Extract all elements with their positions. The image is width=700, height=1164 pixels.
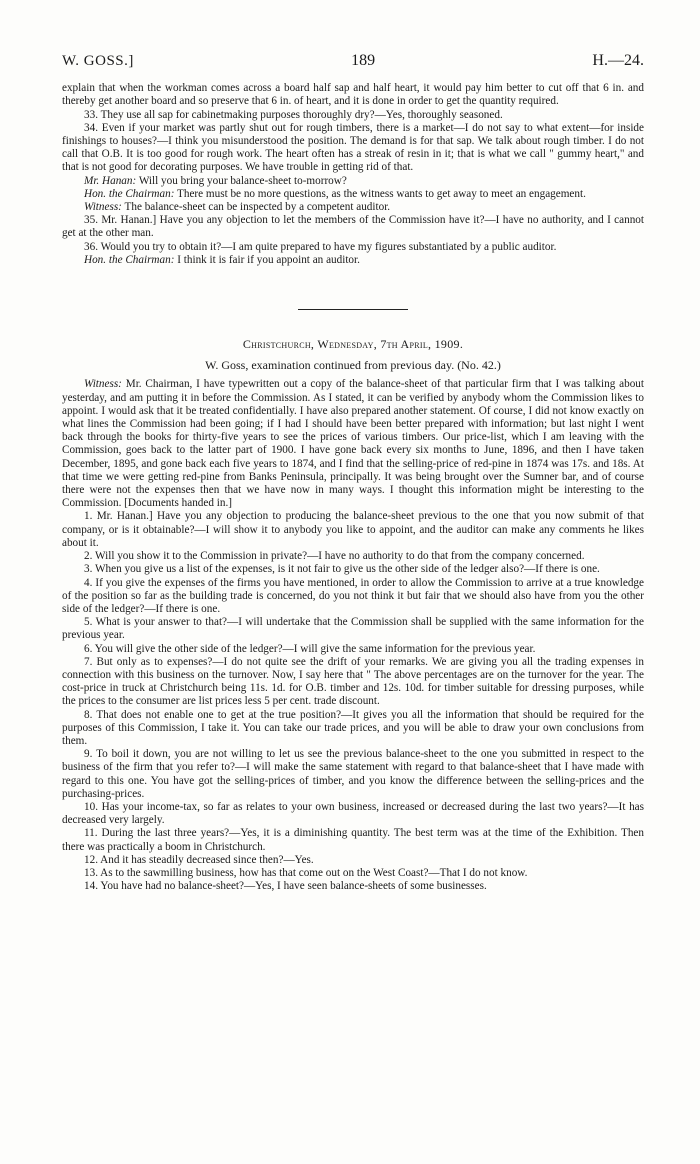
paragraph: 14. You have had no balance-sheet?—Yes, I have seen balance-sheets of some businesses. [84,880,487,893]
paragraph: 13. As to the sawmilling business, how has that come out on the West Coast?—That I do not know. [84,866,528,879]
header-witness-name: W. GOSS.] [62,53,134,69]
paragraph: 8. That does not enable one to get at the true position?—It gives you all the information that should be required for the purposes of this Commission, I take it. You can take our trade prices, and you will be able to draw your own conclusions from them. [62,708,644,747]
paragraph: 5. What is your answer to that?—I will undertake that the Commission shall be supplied with the same information for the previous year. [62,616,644,642]
paragraph: 3. When you give us a list of the expenses, is it not fair to give us the other side of the ledger also?—If there is one. [84,563,600,576]
paragraph: explain that when the workman comes across a board half sap and half heart, it would pay him better to cut off that 6 in. and thereby get another board and so preserve that 6 in. of heart, and it is done in order to get the quantity required. [62,82,644,108]
paragraph: 1. Mr. Hanan.] Have you any objection to producing the balance-sheet previous to the one that you now submit of that company, or is it obtainable?—I will show it to anybody you like to appoint, and the auditor can make any comments he likes about it. [62,510,644,549]
paragraph: 4. If you give the expenses of the firms you have mentioned, in order to allow the Commission to arrive at a true knowledge of the position so far as the building trade is concerned, do you not think it but fair that we should also have from you the other side of the ledger?—If there is one. [62,576,644,615]
paragraph: Mr. Hanan: Will you bring your balance-sheet to-morrow? [84,174,347,187]
paragraph: Witness: The balance-sheet can be inspected by a competent auditor. [84,201,391,214]
page-number: 189 [351,52,376,69]
document-reference: H.—24. [592,52,644,69]
page-header [62,54,644,68]
section-examination [62,378,644,893]
paragraph: 9. To boil it down, you are not willing to let us see the previous balance-sheet to the one you submitted in respect to the business of the firm that you refer to?—I will make the same statement with regard to that balance-sheet that I have made with regard to this one. You have got the selling-prices of timber, and you know the difference between the selling-prices and the purchasing-prices. [62,748,644,800]
paragraph: 11. During the last three years?—Yes, it is a diminishing quantity. The best term was at the time of the Exhibition. Then there was practically a boom in Christchurch. [62,827,644,853]
paragraph: Hon. the Chairman: There must be no more questions, as the witness wants to get away to meet an engagement. [84,187,586,200]
section-divider [298,309,408,310]
paragraph: Hon. the Chairman: I think it is fair if you appoint an auditor. [84,253,360,266]
paragraph: 2. Will you show it to the Commission in private?—I have no authority to do that from the company concerned. [84,550,585,563]
paragraph: 10. Has your income-tax, so far as relates to your own business, increased or decreased during the last two years?—It has decreased very largely. [62,800,644,827]
paragraph: 6. You will give the other side of the ledger?—I will give the same information for the previous year. [84,642,536,655]
paragraph: 34. Even if your market was partly shut out for rough timbers, there is a market—I do not say to what extent—for inside finishings to houses?—I think you misunderstood the position. The demand is for that sap. We talk about rough timber. I do not call that O.B. It is too good for rough work. The heart often has a streak of resin in it; that is what we call " gummy heart," and that is not good for decorating purposes. We have trouble in getting rid of that. [62,121,644,174]
section-previous-day [62,82,644,267]
paragraph: Witness: Mr. Chairman, I have typewritten out a copy of the balance-sheet of that particular firm that I was talking about yesterday, and am putting it in before the Commission. As I stated, it can be verified by anybody whom the Commission likes to appoint. I would ask that it be treated confidentially. I have also prepared another statement. Of course, I did not know exactly on what lines the Commission had been going; if I had I should have been better prepared with information; but last night I went back through the books for thirty-five years to see the prices of various timbers. Our price-list, which I am leaving with the Commission, goes back to the latter part of 1900. I have gone back every six months to June, 1896, and then I have taken December, 1895, and gone back each five years to 1874, and I find that the selling-price of red-pine in 1874 was 17s. and 18s. At that time we were getting red-pine from Banks Peninsula, principally. It was being brought over the Sumner bar, and of course there were not the expenses then that we have now in many ways. I thought this information might be interesting to the Commission. [Documents handed in.] [62,378,644,510]
paragraph: 35. Mr. Hanan.] Have you any objection to let the members of the Commission have it?—I have no authority, and I cannot get at the other man. [62,214,644,240]
examination-subheading: W. Goss, examination continued from previous day. (No. 42.) [205,358,501,373]
paragraph: 12. And it has steadily decreased since then?—Yes. [84,853,314,866]
paragraph: 36. Would you try to obtain it?—I am quite prepared to have my figures substantiated by a public auditor. [84,240,557,253]
paragraph: 7. But only as to expenses?—I do not quite see the drift of your remarks. We are giving you all the trading expenses in connection with this business on the turnover. Now, I say here that " The above percentages are on the turnover for the year. The cost-price in truck at Christchurch being 11s. 1d. for O.B. timber and 12s. 10d. for timber suitable for dressing purposes, while the prices to the consumer are list prices less 5 per cent. trade discount. [62,655,644,708]
paragraph: 33. They use all sap for cabinetmaking purposes thoroughly dry?—Yes, thoroughly seasoned. [84,108,503,121]
dateline: Christchurch, Wednesday, 7th April, 1909. [242,337,464,352]
